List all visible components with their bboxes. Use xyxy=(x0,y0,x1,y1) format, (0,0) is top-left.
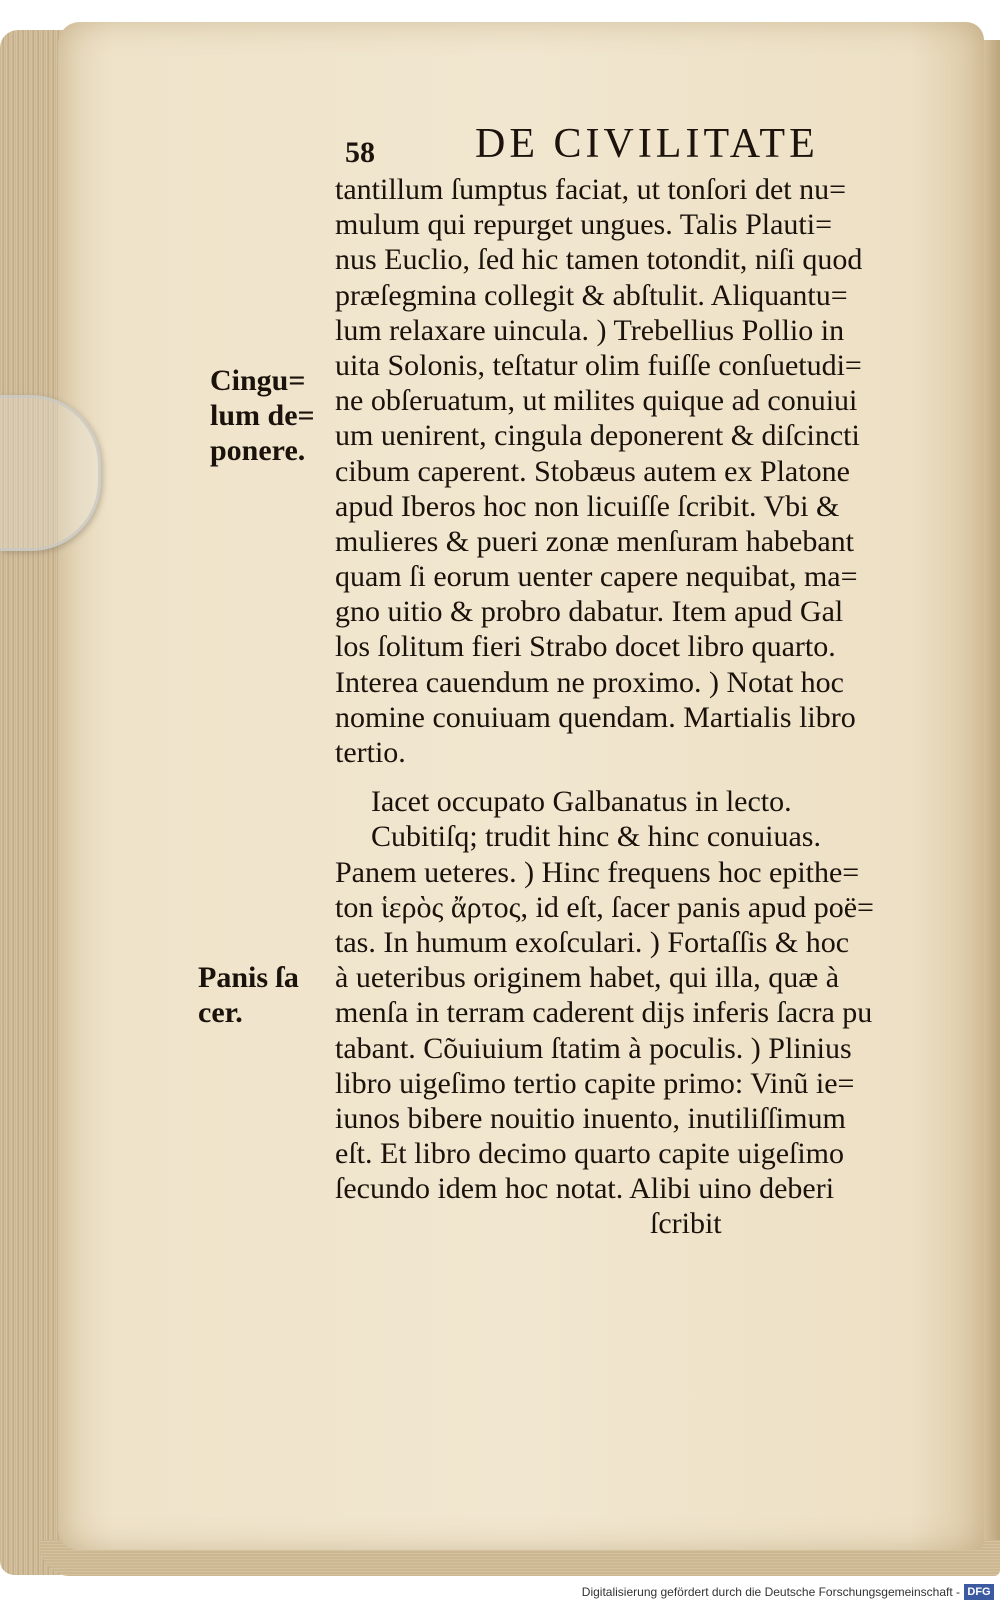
page-number: 58 xyxy=(345,136,375,169)
text-line: nus Euclio, ſed hic tamen totondit, niſi quod xyxy=(335,243,863,277)
verse-line: Cubitiſq; trudit hinc & hinc conuiuas. xyxy=(371,820,821,854)
text-line: lum relaxare uincula. ) Trebellius Pollio in xyxy=(335,313,845,347)
dfg-logo: DFG xyxy=(964,1584,994,1600)
text-line: eſt. Et libro decimo quarto capite uigeſimo xyxy=(335,1137,845,1171)
text-line: ton ἱερὸς ἄρτος, id eſt, ſacer panis apud poë= xyxy=(335,890,874,924)
text-line: iunos bibere nouitio inuento, inutiliſſimum xyxy=(335,1101,846,1135)
text-line: à ueteribus originem habet, qui illa, quæ à xyxy=(335,961,840,995)
margin-note-cingulum xyxy=(210,363,315,468)
text-line: ne obſeruatum, ut milites quique ad conuiui xyxy=(335,384,858,418)
text-line: tabant. Cõuiuium ſtatim à poculis. ) Plinius xyxy=(335,1031,852,1065)
text-line: cibum caperent. Stobæus autem ex Platone xyxy=(335,454,850,488)
text-line: nomine conuiuam quendam. Martialis libro xyxy=(335,700,856,734)
text-line: præſegmina collegit & abſtulit. Aliquantu= xyxy=(335,278,848,312)
verse-line: Iacet occupato Galbanatus in lecto. xyxy=(371,785,792,819)
text-line: tertio. xyxy=(335,736,406,769)
text-line: mulieres & pueri zonæ menſuram habebant xyxy=(335,524,855,558)
text-line: ſcribit xyxy=(335,1207,722,1241)
text-line: apud Iberos hoc non licuiſſe ſcribit. Vbi & xyxy=(335,489,840,523)
text-line: tas. In humum exoſculari. ) Fortaſſis & hoc xyxy=(335,925,850,959)
text-line: gno uitio & probro dabatur. Item apud Gal xyxy=(335,595,844,629)
text-line: uita Solonis, teſtatur olim fuiſſe conſuetudi= xyxy=(335,348,862,382)
page-header xyxy=(345,120,905,176)
verse-gap xyxy=(335,770,955,784)
text-line: Panem ueteres. ) Hinc frequens hoc epithe= xyxy=(335,855,860,889)
margin-note-line: Cingu= xyxy=(210,364,306,397)
text-line: um uenirent, cingula deponerent & diſcincti xyxy=(335,419,860,453)
text-line: Interea cauendum ne proximo. ) Notat hoc xyxy=(335,665,844,699)
text-line: ſecundo idem hoc notat. Alibi uino deberi xyxy=(335,1172,835,1206)
body-text xyxy=(335,172,955,1242)
text-line: mulum qui repurget ungues. Talis Plauti= xyxy=(335,208,833,242)
funding-credit: Digitalisierung gefördert durch die Deutsche Forschungsgemeinschaft - xyxy=(581,1585,960,1599)
text-line: tantillum ſumptus faciat, ut tonſori det nu= xyxy=(335,173,847,206)
running-head: DE CIVILITATE xyxy=(475,121,819,167)
text-line: menſa in terram caderent dijs inferis ſacra pu xyxy=(335,996,873,1030)
margin-note-line: lum de= xyxy=(210,399,315,432)
text-line: libro uigeſimo tertio capite primo: Vinũ ie= xyxy=(335,1066,855,1100)
text-line: los ſolitum fieri Strabo docet libro quarto. xyxy=(335,630,836,664)
digitization-footer xyxy=(0,1580,1000,1606)
margin-note-line: Panis ſa xyxy=(198,961,299,994)
margin-note-panis xyxy=(198,960,299,1030)
margin-note-line: cer. xyxy=(198,996,243,1029)
text-line: quam ſi eorum uenter capere nequibat, ma= xyxy=(335,560,858,594)
margin-note-line: ponere. xyxy=(210,434,306,467)
page-edges-right xyxy=(982,40,1000,1560)
